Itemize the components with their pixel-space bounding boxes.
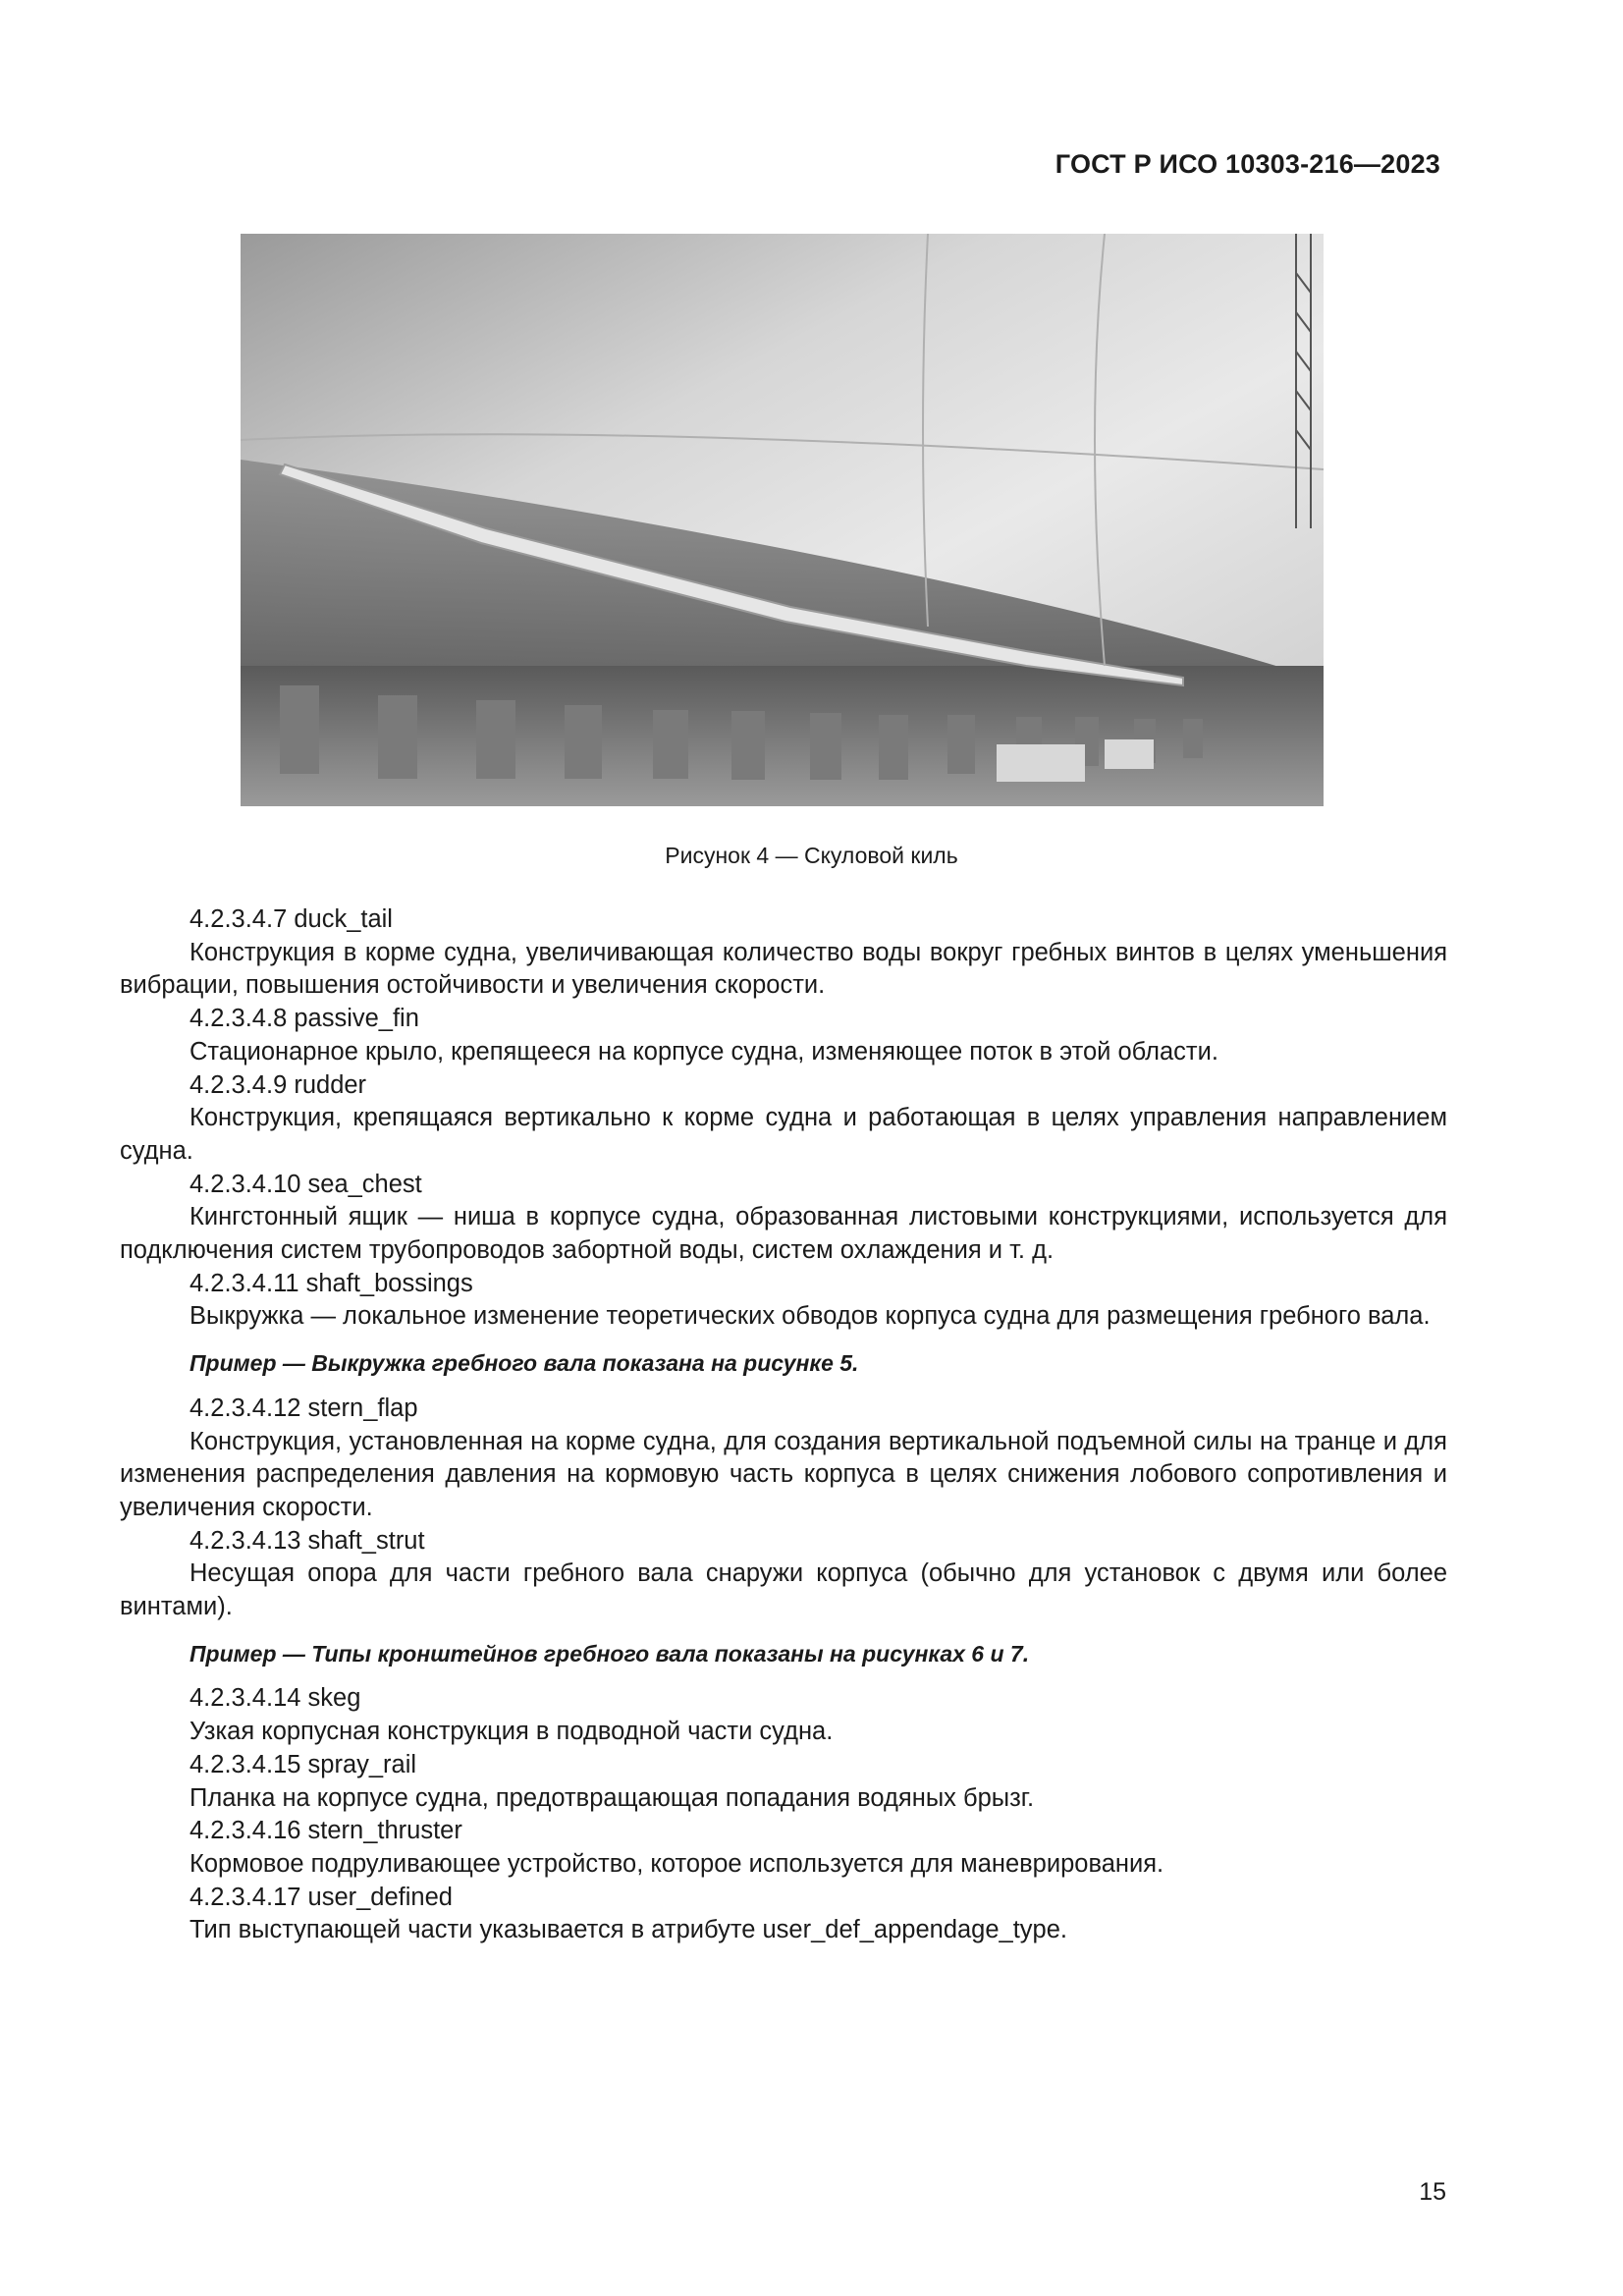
section-number: 4.2.3.4.16 stern_thruster <box>189 1817 462 1845</box>
section-text: Выкружка — локальное изменение теоретических обводов корпуса судна для размещения гребного вала. <box>189 1302 1431 1331</box>
section-text: Планка на корпусе судна, предотвращающая попадания водяных брызг. <box>189 1783 1035 1812</box>
section-text: Тип выступающей части указывается в атрибуте user_def_appendage_type. <box>189 1916 1068 1944</box>
section-number: 4.2.3.4.8 passive_fin <box>189 1005 419 1033</box>
page-number: 15 <box>1419 2178 1446 2206</box>
section-number: 4.2.3.4.15 spray_rail <box>189 1750 417 1778</box>
document-body <box>120 903 1447 1947</box>
section-text: Несущая опора для части гребного вала снаружи корпуса (обычно для установок с двумя или более винтами). <box>120 1559 1447 1621</box>
section-number: 4.2.3.4.14 skeg <box>189 1684 361 1713</box>
section-text: Конструкция, крепящаяся вертикально к корме судна и работающая в целях управления направлением судна. <box>120 1104 1447 1165</box>
example-note: Пример — Типы кронштейнов гребного вала показаны на рисунках 6 и 7. <box>189 1640 1030 1667</box>
section-number: 4.2.3.4.7 duck_tail <box>189 905 393 933</box>
bilge-keel-photo <box>241 234 1324 806</box>
section-text: Конструкция в корме судна, увеличивающая количество воды вокруг гребных винтов в целях уменьшения вибрации, повышения остойчивости и увеличения скорости. <box>120 938 1447 1000</box>
ship-hull-illustration <box>241 234 1324 806</box>
section-text: Конструкция, установленная на корме судна, для создания вертикальной подъемной силы на транце и для изменения распределения давления на кормовую часть корпуса в целях снижения лобового сопротивления и увеличения скорости. <box>120 1427 1447 1521</box>
section-number: 4.2.3.4.10 sea_chest <box>189 1170 422 1198</box>
section-text: Стационарное крыло, крепящееся на корпусе судна, изменяющее поток в этой области. <box>189 1037 1218 1066</box>
section-number: 4.2.3.4.12 stern_flap <box>189 1394 418 1422</box>
figure-caption: Рисунок 4 — Скуловой киль <box>665 843 958 868</box>
section-text: Кингстонный ящик — ниша в корпусе судна, образованная листовыми конструкциями, используется для подключения систем трубопроводов забортной воды, систем охлаждения и т. д. <box>120 1203 1447 1265</box>
document-code-header: ГОСТ Р ИСО 10303-216—2023 <box>1055 149 1440 179</box>
section-number: 4.2.3.4.9 rudder <box>189 1070 367 1099</box>
section-number: 4.2.3.4.17 user_defined <box>189 1883 453 1911</box>
example-note: Пример — Выкружка гребного вала показана на рисунке 5. <box>189 1350 859 1377</box>
section-number: 4.2.3.4.13 shaft_strut <box>189 1526 425 1555</box>
section-text: Узкая корпусная конструкция в подводной части судна. <box>189 1718 834 1746</box>
section-number: 4.2.3.4.11 shaft_bossings <box>189 1269 473 1297</box>
section-text: Кормовое подруливающее устройство, которое используется для маневрирования. <box>189 1849 1164 1878</box>
